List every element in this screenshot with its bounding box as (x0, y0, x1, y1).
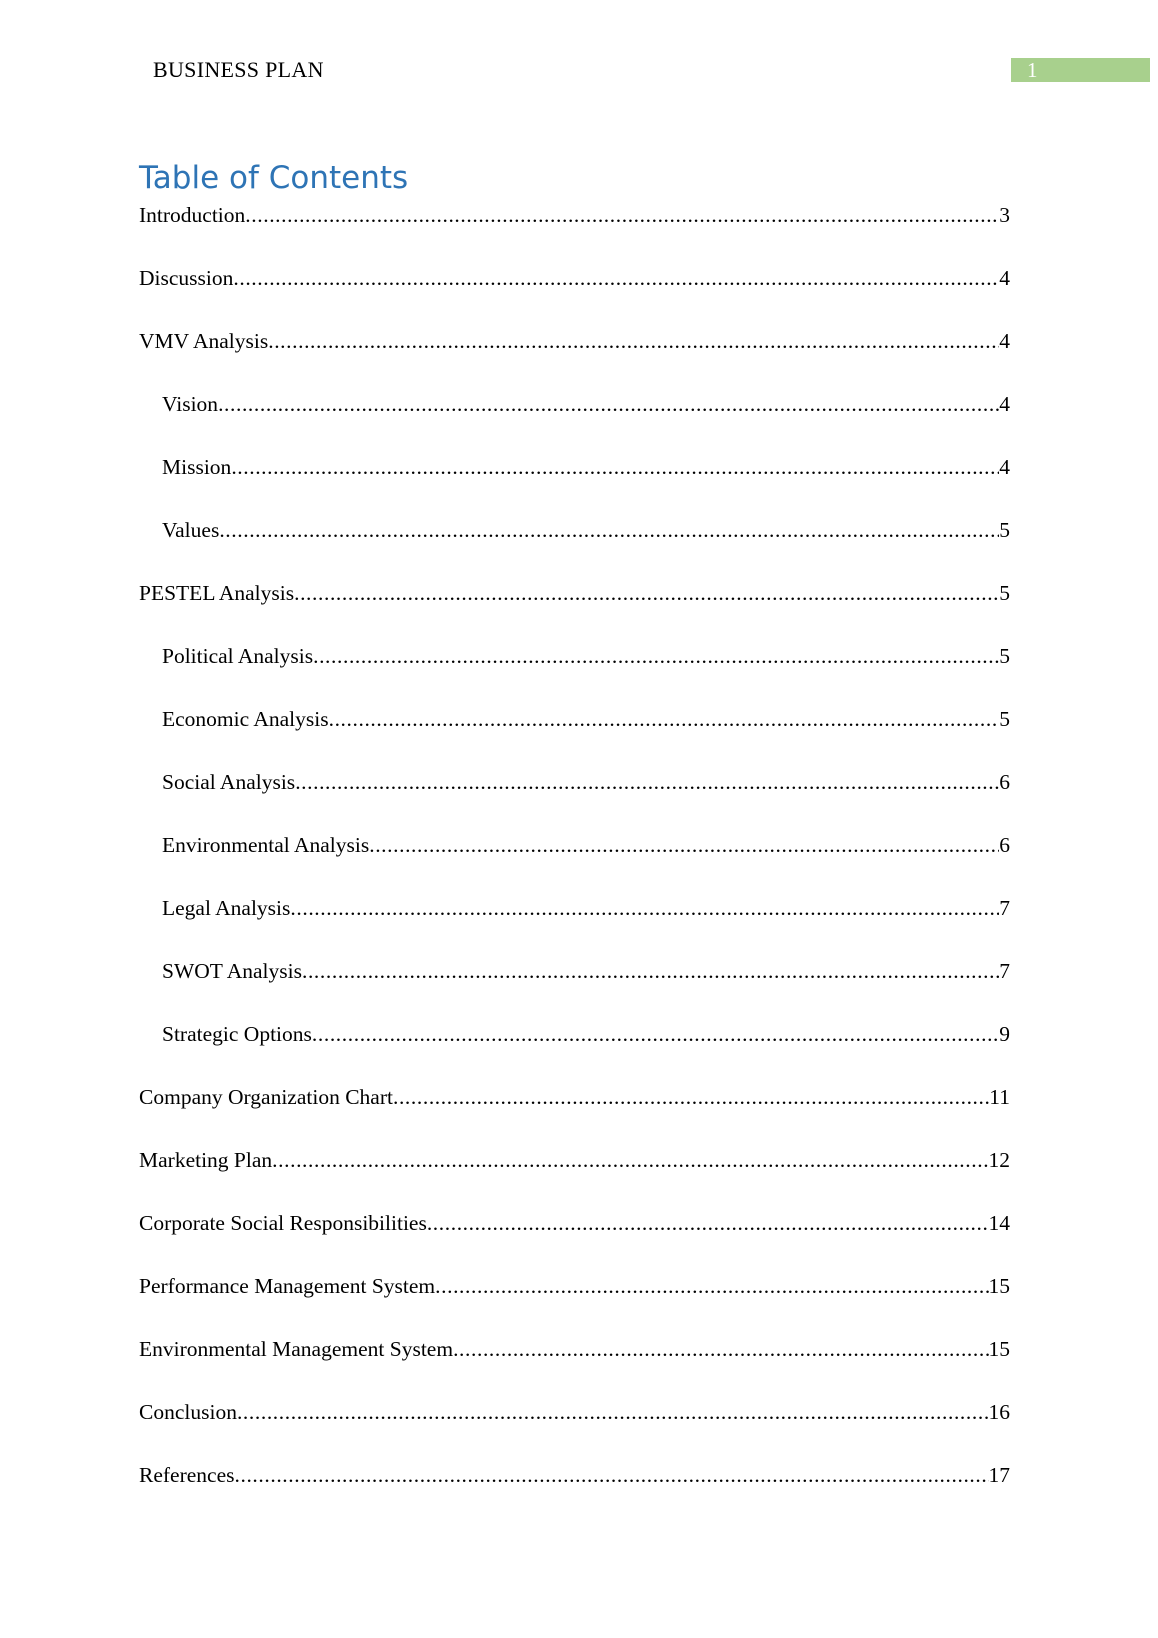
toc-entry-mission[interactable] (139, 452, 1010, 515)
dot-leader (329, 704, 1000, 734)
dot-leader (295, 767, 999, 797)
dot-leader (290, 893, 999, 923)
toc-entry-title: Vision (162, 392, 219, 416)
toc-entry-marketing-plan[interactable] (139, 1145, 1010, 1208)
dot-leader (272, 1145, 988, 1175)
toc-entry-social-analysis[interactable] (139, 767, 1010, 830)
toc-entry-title: Political Analysis (162, 644, 314, 668)
toc-entry-environmental-management-system[interactable] (139, 1334, 1010, 1397)
toc-entry-page: 11 (989, 1085, 1010, 1109)
toc-entry-page: 5 (999, 518, 1010, 542)
toc-entry-vision[interactable] (139, 389, 1010, 452)
toc-entry-page: 4 (999, 392, 1010, 416)
dot-leader (302, 956, 999, 986)
dot-leader (268, 326, 999, 356)
toc-entry-title: Conclusion (139, 1400, 237, 1424)
toc-entry-title: SWOT Analysis (162, 959, 302, 983)
toc-entry-page: 16 (988, 1400, 1010, 1424)
toc-entry-company-organization-chart[interactable] (139, 1082, 1010, 1145)
toc-entry-title: Discussion (139, 266, 234, 290)
dot-leader (237, 1397, 989, 1427)
toc-entry-title: Environmental Analysis (162, 833, 370, 857)
toc-entry-title: Corporate Social Responsibilities (139, 1211, 427, 1235)
toc-entry-values[interactable] (139, 515, 1010, 578)
toc-entry-page: 6 (999, 833, 1010, 857)
dot-leader (218, 389, 999, 419)
toc-entry-performance-management-system[interactable] (139, 1271, 1010, 1334)
toc-entry-title: Economic Analysis (162, 707, 329, 731)
toc-entry-political-analysis[interactable] (139, 641, 1010, 704)
dot-leader (427, 1208, 989, 1238)
toc-entry-title: Marketing Plan (139, 1148, 273, 1172)
toc-entry-strategic-options[interactable] (139, 1019, 1010, 1082)
toc-entry-title: Introduction (139, 203, 246, 227)
dot-leader (435, 1271, 988, 1301)
toc-entry-vmv-analysis[interactable] (139, 326, 1010, 389)
toc-entry-legal-analysis[interactable] (139, 893, 1010, 956)
toc-entry-title: Legal Analysis (162, 896, 291, 920)
toc-heading: Table of Contents (139, 160, 409, 196)
toc-entry-environmental-analysis[interactable] (139, 830, 1010, 893)
dot-leader (312, 1019, 999, 1049)
toc-entry-page: 7 (999, 959, 1010, 983)
toc-entry-page: 12 (988, 1148, 1010, 1172)
toc-entry-title: Performance Management System (139, 1274, 436, 1298)
toc-entry-corporate-social-responsibilities[interactable] (139, 1208, 1010, 1271)
dot-leader (235, 1460, 989, 1490)
running-header-title: BUSINESS PLAN (153, 57, 324, 82)
toc-entry-title: PESTEL Analysis (139, 581, 295, 605)
toc-entry-title: Social Analysis (162, 770, 296, 794)
toc-entry-page: 7 (999, 896, 1010, 920)
dot-leader (231, 452, 999, 482)
toc-entry-conclusion[interactable] (139, 1397, 1010, 1460)
dot-leader (369, 830, 999, 860)
toc-entry-page: 4 (999, 266, 1010, 290)
toc-entry-page: 3 (999, 203, 1010, 227)
toc-entry-introduction[interactable] (139, 200, 1010, 263)
toc-entry-title: Environmental Management System (139, 1337, 454, 1361)
dot-leader (245, 200, 999, 230)
toc-entry-title: Values (162, 518, 220, 542)
dot-leader (233, 263, 999, 293)
toc-entry-title: Company Organization Chart (139, 1085, 393, 1109)
toc-entry-page: 4 (999, 329, 1010, 353)
page-number-bar (1011, 58, 1150, 82)
toc-entry-title: VMV Analysis (139, 329, 269, 353)
toc-entry-title: Strategic Options (162, 1022, 312, 1046)
page-number: 1 (1027, 58, 1038, 82)
toc-entry-page: 5 (999, 707, 1010, 731)
toc-entry-page: 14 (988, 1211, 1010, 1235)
toc-entry-page: 15 (988, 1337, 1010, 1361)
dot-leader (219, 515, 999, 545)
toc-entry-references[interactable] (139, 1460, 1010, 1523)
toc-entry-page: 9 (999, 1022, 1010, 1046)
toc-entry-economic-analysis[interactable] (139, 704, 1010, 767)
dot-leader (294, 578, 999, 608)
dot-leader (393, 1082, 989, 1112)
toc-entry-page: 5 (999, 644, 1010, 668)
toc-entry-title: Mission (162, 455, 232, 479)
toc-entry-discussion[interactable] (139, 263, 1010, 326)
toc-entry-title: References (139, 1463, 235, 1487)
toc-entry-page: 5 (999, 581, 1010, 605)
dot-leader (453, 1334, 988, 1364)
dot-leader (313, 641, 999, 671)
toc-entry-swot-analysis[interactable] (139, 956, 1010, 1019)
table-of-contents (139, 200, 1010, 1523)
toc-entry-page: 6 (999, 770, 1010, 794)
toc-entry-page: 17 (988, 1463, 1010, 1487)
toc-entry-pestel-analysis[interactable] (139, 578, 1010, 641)
toc-entry-page: 4 (999, 455, 1010, 479)
toc-entry-page: 15 (988, 1274, 1010, 1298)
